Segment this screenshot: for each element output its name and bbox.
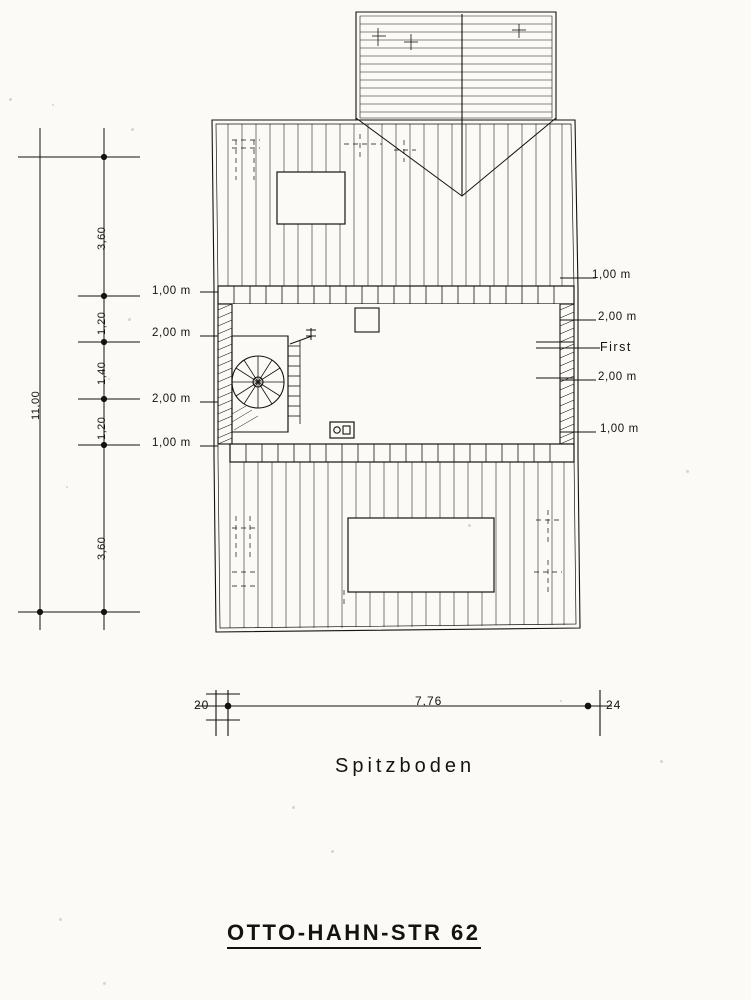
paper-speck	[128, 318, 131, 321]
height-label-right-3: 2,00 m	[598, 371, 637, 383]
dimension-total-left: 11,00	[30, 390, 42, 420]
dimension-left-3: 1,40	[96, 361, 108, 385]
paper-speck	[131, 128, 134, 131]
paper-speck	[66, 486, 68, 488]
dimension-left-1: 3,60	[96, 226, 108, 250]
paper-speck	[59, 918, 62, 921]
paper-speck	[468, 524, 471, 527]
height-label-left-1: 1,00 m	[152, 285, 191, 297]
dimension-bottom-center: 7,76	[415, 694, 443, 708]
dimension-bottom-left: 20	[194, 698, 210, 712]
left-leader-lines	[200, 292, 218, 446]
drawing-title: OTTO-HAHN-STR 62	[227, 920, 481, 949]
paper-speck	[686, 470, 689, 473]
dimension-left-2: 1,20	[96, 311, 108, 335]
paper-speck	[560, 700, 562, 702]
paper-speck	[108, 378, 110, 380]
paper-speck	[103, 982, 106, 985]
paper-speck	[660, 760, 663, 763]
fixture-symbol	[330, 422, 354, 438]
paper-speck	[9, 98, 12, 101]
height-label-right-1: 1,00 m	[592, 269, 631, 281]
beam-row-upper	[218, 286, 574, 304]
height-label-right-2: 2,00 m	[598, 311, 637, 323]
ridge-label: First	[600, 340, 632, 354]
dormer-upper	[356, 12, 556, 196]
dimension-left-5: 3,60	[96, 536, 108, 560]
left-dimension-ladder	[18, 128, 140, 630]
dimension-left-4: 1,20	[96, 416, 108, 440]
upper-roof-opening	[277, 172, 345, 224]
lower-roof-opening	[348, 518, 494, 592]
height-label-left-3: 2,00 m	[152, 393, 191, 405]
height-label-right-4: 1,00 m	[600, 423, 639, 435]
drawing-subtitle: Spitzboden	[335, 755, 476, 777]
dimension-bottom-right: 24	[606, 698, 622, 712]
paper-speck	[292, 806, 295, 809]
bottom-dimension-line	[196, 690, 612, 736]
height-label-left-2: 2,00 m	[152, 327, 191, 339]
beam-row-lower	[230, 444, 574, 462]
paper-speck	[331, 850, 334, 853]
paper-speck	[52, 104, 54, 106]
height-label-left-4: 1,00 m	[152, 437, 191, 449]
